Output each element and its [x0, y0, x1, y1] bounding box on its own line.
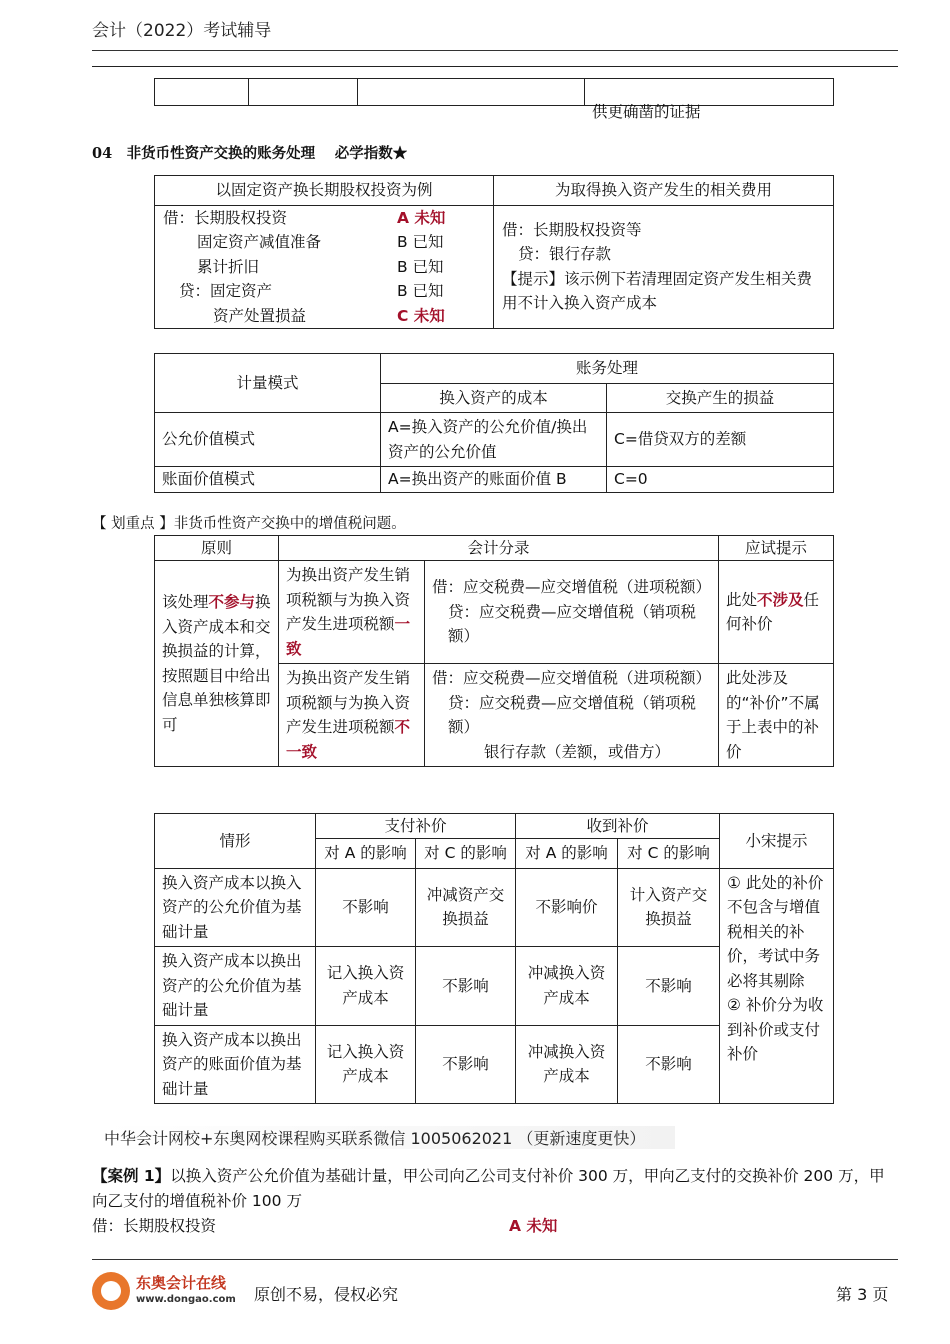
t3-header-entry: 会计分录: [279, 536, 719, 561]
t2-gain-cell: C=0: [607, 467, 834, 493]
t2-mode-cell: 公允价值模式: [155, 413, 381, 467]
t4-case-cell: 换入资产成本以换入资产的公允价值为基础计量: [155, 868, 316, 947]
t3-header-principle: 原则: [155, 536, 279, 561]
page-number: 第 3 页: [836, 1285, 889, 1304]
t3-entry-line: 贷：应交税费—应交增值税（销项税额）: [448, 602, 697, 646]
vat-table: [154, 535, 834, 767]
t4-header-recv-a: 对 A 的影响: [516, 839, 618, 869]
t4-header-pay-c: 对 C 的影响: [416, 839, 516, 869]
t4-header-recv: 收到补价: [516, 814, 720, 839]
t4-pay-a-cell: 不影响: [316, 868, 416, 947]
t1-left-entries: [155, 205, 494, 329]
contact-banner: 中华会计网校+东奥网校课程购买联系微信 1005062021 （更新速度更快）: [104, 1126, 675, 1149]
t4-tip-2: ② 补价分为收到补价或支付补价: [727, 996, 824, 1063]
t1-row: 资产处置损益 C 未知: [213, 306, 445, 325]
t1-right-line: 借：长期股权投资等: [502, 220, 642, 239]
t4-recv-a-cell: 冲减换入资产成本: [516, 947, 618, 1026]
case-1: [92, 1164, 898, 1239]
t3-entry-2: [425, 664, 719, 767]
measurement-mode-table: [154, 353, 834, 493]
t4-tip-1: ① 此处的补价不包含与增值税相关的补价，考试中务必将其剔除: [727, 873, 824, 990]
footer-divider: [92, 1259, 898, 1260]
section-title: 04 非货币性资产交换的账务处理 必学指数★: [92, 145, 408, 162]
t4-case-cell: 换入资产成本以换出资产的账面价值为基础计量: [155, 1025, 316, 1104]
t2-header-gain: 交换产生的损益: [607, 383, 834, 413]
t4-recv-c-cell: 不影响: [618, 1025, 720, 1104]
t2-cost-cell: A=换入资产的公允价值/换出资产的公允价值: [381, 413, 607, 467]
top-cell-4: 供更确凿的证据: [585, 79, 834, 106]
case-1-entry: 借：长期股权投资 A 未知: [92, 1217, 558, 1235]
footer-copyright: 原创不易，侵权必究: [254, 1285, 399, 1304]
t4-recv-c-cell: 计入资产交换损益: [618, 868, 720, 947]
t4-recv-c-cell: 不影响: [618, 947, 720, 1026]
t4-header-case: 情形: [155, 814, 316, 869]
t3-tip-1: 此处不涉及任何补价: [719, 561, 834, 664]
t2-header-cost: 换入资产的成本: [381, 383, 607, 413]
t3-tip-2: 此处涉及的“补价”不属于上表中的补价: [719, 664, 834, 767]
t4-pay-a-cell: 记入换入资产成本: [316, 947, 416, 1026]
t4-case-cell: 换入资产成本以换出资产的公允价值为基础计量: [155, 947, 316, 1026]
t4-header-pay-a: 对 A 的影响: [316, 839, 416, 869]
case-1-text: 【案例 1】以换入资产公允价值为基础计量，甲公司向乙公司支付补价 300 万，甲向乙支付的交换补价 200 万，甲向乙支付的增值税补价 100 万: [92, 1167, 885, 1210]
t3-entry-line: 借：应交税费—应交增值税（进项税额）: [432, 578, 712, 597]
top-cell-2: [249, 79, 358, 106]
t4-pay-c-cell: 不影响: [416, 947, 516, 1026]
top-cell-1: [155, 79, 249, 106]
t3-entry-line: 贷：应交税费—应交增值税（销项税额）: [448, 693, 697, 736]
t1-row: 借：长期股权投资 A 未知: [163, 208, 446, 227]
dongao-logo-inner: [101, 1281, 121, 1301]
t2-cost-cell: A=换出资产的账面价值 B: [381, 467, 607, 493]
t1-row: 固定资产减值准备 B 已知: [197, 233, 444, 251]
t3-entry-line: 借：应交税费—应交增值税（进项税额）: [432, 669, 712, 687]
t2-mode-cell: 账面价值模式: [155, 467, 381, 493]
t2-header-mode: 计量模式: [155, 354, 381, 413]
t1-row: 贷：固定资产 B 已知: [179, 282, 444, 300]
t4-header-recv-c: 对 C 的影响: [618, 839, 720, 869]
t4-pay-a-cell: 记入换入资产成本: [316, 1025, 416, 1104]
t2-header-accounting: 账务处理: [381, 354, 834, 384]
t1-right-entries: [494, 205, 834, 329]
t4-tip-cell: [720, 868, 834, 1104]
top-cell-3: [358, 79, 585, 106]
entry-example-table: [154, 175, 834, 329]
t4-pay-c-cell: 不影响: [416, 1025, 516, 1104]
t4-header-pay: 支付补价: [316, 814, 516, 839]
t2-gain-cell: C=借贷双方的差额: [607, 413, 834, 467]
t4-recv-a-cell: 冲减换入资产成本: [516, 1025, 618, 1104]
t1-right-line: 贷：银行存款: [518, 245, 612, 264]
t4-pay-c-cell: 冲减资产交换损益: [416, 868, 516, 947]
highlight-note: 【 划重点 】非货币性资产交换中的增值税问题。: [92, 516, 406, 532]
t3-entry-1: [425, 561, 719, 664]
t4-recv-a-cell: 不影响价: [516, 868, 618, 947]
t4-header-tip: 小宋提示: [720, 814, 834, 869]
t1-right-tip: 【提示】该示例下若清理固定资产发生相关费用不计入换入资产成本: [502, 269, 813, 313]
t1-row: 累计折旧 B 已知: [197, 257, 444, 276]
header-title: 会计（2022）考试辅导: [92, 21, 272, 41]
boot-payment-table: [154, 813, 834, 1104]
t3-case-1: 为换出资产发生销项税额与为换入资产发生进项税额一致: [279, 561, 425, 664]
t1-header-left: 以固定资产换长期股权投资为例: [155, 176, 494, 206]
t1-header-right: 为取得换入资产发生的相关费用: [494, 176, 834, 206]
t3-case-2: 为换出资产发生销项税额与为换入资产发生进项税额不一致: [279, 664, 425, 767]
t3-entry-line: 银行存款（差额，或借方）: [484, 742, 671, 761]
logo-name: 东奥会计在线: [136, 1274, 227, 1292]
t3-principle: 该处理不参与换入资产成本和交换损益的计算，按照题目中给出信息单独核算即可: [155, 561, 279, 767]
header-divider-bold: [92, 66, 898, 67]
header-divider: [92, 50, 898, 51]
top-partial-table: [154, 78, 834, 121]
t3-header-tip: 应试提示: [719, 536, 834, 561]
logo-url: www.dongao.com: [136, 1294, 236, 1305]
